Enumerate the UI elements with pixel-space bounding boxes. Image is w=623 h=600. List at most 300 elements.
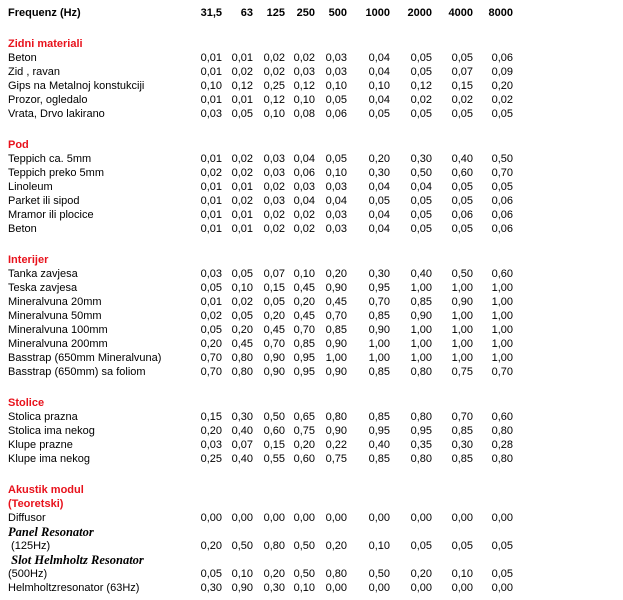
value-cell: 0,03: [293, 66, 315, 78]
value-cell: 0,03: [200, 268, 222, 280]
value-cell: 0,06: [491, 195, 513, 207]
value-cell: 0,10: [451, 568, 473, 580]
value-cell: 0,10: [231, 282, 253, 294]
absorption-table: [8, 6, 513, 595]
value-cell: 0,05: [231, 310, 253, 322]
value-cell: 0,00: [491, 512, 513, 524]
value-cell: 0,06: [325, 108, 347, 120]
value-cell: 0,95: [368, 425, 390, 437]
value-cell: 0,03: [325, 209, 347, 221]
value-cell: 1,00: [410, 352, 432, 364]
value-cell: 0,80: [491, 453, 513, 465]
table-row: [8, 337, 513, 351]
value-cell: 0,00: [200, 512, 222, 524]
value-cell: 0,80: [263, 540, 285, 552]
value-cell: 0,01: [200, 209, 222, 221]
value-cell: 0,95: [368, 282, 390, 294]
frequency-header: 8000: [488, 7, 513, 19]
value-cell: 0,00: [263, 512, 285, 524]
value-cell: 0,40: [231, 425, 253, 437]
value-cell: 0,12: [231, 80, 253, 92]
table-row: [8, 511, 513, 525]
value-cell: 0,02: [263, 66, 285, 78]
value-cell: 0,15: [200, 411, 222, 423]
value-cell: 0,70: [263, 338, 285, 350]
row-label: Beton: [8, 223, 37, 235]
value-cell: 0,95: [293, 366, 315, 378]
table-row: [8, 222, 513, 236]
frequency-header: 63: [240, 7, 253, 19]
value-cell: 0,02: [263, 209, 285, 221]
value-cell: 0,50: [231, 540, 253, 552]
value-cell: 1,00: [451, 310, 473, 322]
table-row: [8, 424, 513, 438]
table-row: [8, 152, 513, 166]
value-cell: 0,30: [368, 167, 390, 179]
value-cell: 0,85: [410, 296, 432, 308]
frequency-header: 125: [266, 7, 285, 19]
value-cell: 0,80: [491, 425, 513, 437]
section-heading: (Teoretski): [8, 498, 64, 510]
value-cell: 0,07: [451, 66, 473, 78]
value-cell: 0,05: [231, 108, 253, 120]
value-cell: 0,02: [263, 181, 285, 193]
value-cell: 0,02: [293, 209, 315, 221]
value-cell: 1,00: [491, 338, 513, 350]
value-cell: 0,85: [368, 411, 390, 423]
value-cell: 0,05: [491, 568, 513, 580]
value-cell: 1,00: [325, 352, 347, 364]
row-label: Vrata, Drvo lakirano: [8, 108, 105, 120]
value-cell: 0,20: [263, 310, 285, 322]
row-label: Klupe prazne: [8, 439, 73, 451]
value-cell: 0,07: [263, 268, 285, 280]
table-row: [8, 267, 513, 281]
table-row: [8, 51, 513, 65]
value-cell: 0,65: [293, 411, 315, 423]
value-cell: 0,20: [293, 439, 315, 451]
table-row: [8, 180, 513, 194]
value-cell: 0,03: [200, 439, 222, 451]
value-cell: 0,40: [368, 439, 390, 451]
value-cell: 0,03: [263, 153, 285, 165]
value-cell: 0,05: [325, 153, 347, 165]
value-cell: 0,01: [231, 94, 253, 106]
value-cell: 0,50: [293, 540, 315, 552]
row-label: (125Hz): [8, 540, 51, 552]
value-cell: 0,04: [368, 94, 390, 106]
row-label: Mineralvuna 100mm: [8, 324, 108, 336]
value-cell: 0,00: [368, 512, 390, 524]
table-row: [8, 194, 513, 208]
table-row: [8, 410, 513, 424]
value-cell: 0,20: [263, 568, 285, 580]
section-heading-row: [8, 466, 513, 497]
frequency-header: 500: [328, 7, 347, 19]
value-cell: 1,00: [451, 352, 473, 364]
value-cell: 0,02: [293, 52, 315, 64]
value-cell: 0,90: [451, 296, 473, 308]
value-cell: 0,50: [293, 568, 315, 580]
value-cell: 0,12: [263, 94, 285, 106]
value-cell: 0,80: [410, 366, 432, 378]
section-heading: Interijer: [8, 254, 49, 266]
value-cell: 0,00: [293, 512, 315, 524]
value-cell: 0,10: [325, 167, 347, 179]
table-row: [8, 295, 513, 309]
frequency-header: 2000: [407, 7, 432, 19]
value-cell: 0,90: [325, 338, 347, 350]
value-cell: 0,00: [451, 582, 473, 594]
section-heading: Stolice: [8, 397, 45, 409]
value-cell: 1,00: [451, 324, 473, 336]
value-cell: 0,00: [325, 512, 347, 524]
value-cell: 0,05: [491, 540, 513, 552]
value-cell: 0,02: [231, 167, 253, 179]
value-cell: 0,09: [491, 66, 513, 78]
value-cell: 0,04: [368, 209, 390, 221]
value-cell: 0,02: [231, 66, 253, 78]
value-cell: 0,02: [200, 167, 222, 179]
value-cell: 1,00: [491, 352, 513, 364]
value-cell: 0,20: [491, 80, 513, 92]
value-cell: 0,20: [368, 153, 390, 165]
value-cell: 0,20: [325, 268, 347, 280]
value-cell: 1,00: [451, 282, 473, 294]
value-cell: 0,20: [200, 540, 222, 552]
value-cell: 0,05: [368, 195, 390, 207]
row-label: (500Hz): [8, 568, 48, 580]
value-cell: 0,85: [325, 324, 347, 336]
value-cell: 0,05: [200, 282, 222, 294]
value-cell: 0,75: [293, 425, 315, 437]
value-cell: 0,90: [325, 282, 347, 294]
value-cell: 0,80: [231, 352, 253, 364]
value-cell: 0,70: [293, 324, 315, 336]
value-cell: 0,25: [200, 453, 222, 465]
table-row: [8, 309, 513, 323]
value-cell: 0,20: [325, 540, 347, 552]
value-cell: 0,05: [451, 540, 473, 552]
value-cell: 0,60: [491, 268, 513, 280]
table-row: [8, 525, 513, 539]
value-cell: 0,01: [200, 153, 222, 165]
value-cell: 1,00: [410, 338, 432, 350]
value-cell: 1,00: [368, 352, 390, 364]
value-cell: 0,03: [200, 108, 222, 120]
section-heading: Akustik modul: [8, 484, 84, 496]
value-cell: 0,01: [200, 66, 222, 78]
value-cell: 0,01: [200, 181, 222, 193]
value-cell: 0,04: [368, 52, 390, 64]
row-label: Teska zavjesa: [8, 282, 78, 294]
value-cell: 0,05: [410, 540, 432, 552]
value-cell: 0,30: [231, 411, 253, 423]
value-cell: 0,90: [325, 366, 347, 378]
value-cell: 0,02: [231, 195, 253, 207]
value-cell: 0,00: [368, 582, 390, 594]
row-label: Beton: [8, 52, 37, 64]
value-cell: 0,50: [368, 568, 390, 580]
value-cell: 0,01: [200, 94, 222, 106]
value-cell: 0,20: [200, 425, 222, 437]
value-cell: 0,06: [293, 167, 315, 179]
value-cell: 0,60: [491, 411, 513, 423]
value-cell: 0,70: [491, 366, 513, 378]
value-cell: 0,30: [451, 439, 473, 451]
value-cell: 0,55: [263, 453, 285, 465]
value-cell: 0,50: [451, 268, 473, 280]
frequency-header: 1000: [365, 7, 390, 19]
value-cell: 0,12: [293, 80, 315, 92]
section-heading-row: [8, 20, 513, 51]
row-label: Slot Helmholtz Resonator: [8, 553, 144, 567]
row-label: Teppich preko 5mm: [8, 167, 104, 179]
value-cell: 0,05: [451, 181, 473, 193]
value-cell: 0,70: [451, 411, 473, 423]
row-label: Prozor, ogledalo: [8, 94, 88, 106]
row-label: Linoleum: [8, 181, 53, 193]
value-cell: 0,00: [325, 582, 347, 594]
table-row: [8, 452, 513, 466]
value-cell: 0,20: [410, 568, 432, 580]
value-cell: 0,06: [491, 52, 513, 64]
value-cell: 0,03: [263, 195, 285, 207]
row-label: Zid , ravan: [8, 66, 60, 78]
row-label: Mineralvuna 50mm: [8, 310, 102, 322]
value-cell: 0,10: [368, 80, 390, 92]
row-label: Gips na Metalnoj konstukciji: [8, 80, 145, 92]
value-cell: 0,75: [325, 453, 347, 465]
value-cell: 0,50: [263, 411, 285, 423]
value-cell: 0,06: [491, 223, 513, 235]
value-cell: 0,03: [293, 181, 315, 193]
value-cell: 0,03: [325, 223, 347, 235]
value-cell: 0,75: [451, 366, 473, 378]
value-cell: 0,05: [410, 209, 432, 221]
value-cell: 0,04: [325, 195, 347, 207]
section-heading: Pod: [8, 139, 29, 151]
value-cell: 0,10: [368, 540, 390, 552]
value-cell: 0,15: [451, 80, 473, 92]
value-cell: 0,00: [410, 582, 432, 594]
value-cell: 0,05: [200, 324, 222, 336]
value-cell: 0,03: [325, 52, 347, 64]
value-cell: 0,05: [368, 108, 390, 120]
table-row: [8, 581, 513, 595]
value-cell: 0,70: [200, 366, 222, 378]
value-cell: 0,30: [263, 582, 285, 594]
table-row: [8, 323, 513, 337]
value-cell: 0,85: [451, 453, 473, 465]
value-cell: 0,70: [491, 167, 513, 179]
row-label: Basstrap (650mm Mineralvuna): [8, 352, 162, 364]
frequency-header-label: Frequenz (Hz): [8, 7, 81, 19]
value-cell: 0,05: [451, 52, 473, 64]
value-cell: 0,02: [263, 52, 285, 64]
value-cell: 0,05: [451, 108, 473, 120]
value-cell: 0,00: [451, 512, 473, 524]
value-cell: 0,85: [451, 425, 473, 437]
value-cell: 0,28: [491, 439, 513, 451]
value-cell: 0,40: [231, 453, 253, 465]
table-row: [8, 567, 513, 581]
value-cell: 0,05: [231, 268, 253, 280]
row-label: Stolica prazna: [8, 411, 78, 423]
value-cell: 0,05: [410, 66, 432, 78]
value-cell: 0,20: [231, 324, 253, 336]
value-cell: 0,80: [410, 411, 432, 423]
value-cell: 0,90: [325, 425, 347, 437]
value-cell: 0,85: [368, 453, 390, 465]
section-heading-row: [8, 121, 513, 152]
value-cell: 0,10: [293, 94, 315, 106]
value-cell: 0,01: [231, 209, 253, 221]
row-label: Stolica ima nekog: [8, 425, 95, 437]
value-cell: 0,02: [293, 223, 315, 235]
value-cell: 0,02: [263, 223, 285, 235]
table-row: [8, 365, 513, 379]
value-cell: 0,85: [368, 366, 390, 378]
value-cell: 0,30: [410, 153, 432, 165]
row-label: Diffusor: [8, 512, 46, 524]
value-cell: 0,60: [293, 453, 315, 465]
header-row: [8, 6, 513, 20]
value-cell: 0,05: [491, 181, 513, 193]
value-cell: 0,01: [200, 52, 222, 64]
value-cell: 0,70: [325, 310, 347, 322]
value-cell: 0,80: [325, 411, 347, 423]
value-cell: 0,02: [410, 94, 432, 106]
value-cell: 0,12: [410, 80, 432, 92]
value-cell: 0,08: [293, 108, 315, 120]
table-row: [8, 65, 513, 79]
value-cell: 1,00: [410, 282, 432, 294]
value-cell: 0,00: [410, 512, 432, 524]
value-cell: 0,01: [231, 181, 253, 193]
frequency-header: 250: [296, 7, 315, 19]
row-label: Helmholtzresonator (63Hz): [8, 582, 140, 594]
value-cell: 0,03: [263, 167, 285, 179]
value-cell: 0,90: [263, 366, 285, 378]
value-cell: 0,01: [200, 223, 222, 235]
row-label: Mineralvuna 200mm: [8, 338, 108, 350]
value-cell: 0,80: [231, 366, 253, 378]
value-cell: 0,05: [325, 94, 347, 106]
row-label: Teppich ca. 5mm: [8, 153, 92, 165]
value-cell: 0,05: [451, 195, 473, 207]
table-row: [8, 539, 513, 553]
value-cell: 0,45: [325, 296, 347, 308]
value-cell: 0,05: [491, 108, 513, 120]
value-cell: 0,95: [293, 352, 315, 364]
value-cell: 0,45: [293, 310, 315, 322]
value-cell: 0,15: [263, 282, 285, 294]
value-cell: 0,10: [325, 80, 347, 92]
value-cell: 0,05: [410, 108, 432, 120]
value-cell: 0,60: [263, 425, 285, 437]
value-cell: 0,02: [200, 310, 222, 322]
value-cell: 0,02: [231, 296, 253, 308]
value-cell: 0,20: [293, 296, 315, 308]
table-row: [8, 79, 513, 93]
value-cell: 0,60: [451, 167, 473, 179]
table-row: [8, 208, 513, 222]
value-cell: 0,03: [325, 66, 347, 78]
section-heading-row: [8, 497, 513, 511]
value-cell: 0,45: [293, 282, 315, 294]
value-cell: 0,02: [231, 153, 253, 165]
value-cell: 0,05: [451, 223, 473, 235]
value-cell: 0,05: [410, 223, 432, 235]
value-cell: 0,30: [200, 582, 222, 594]
row-label: Tanka zavjesa: [8, 268, 78, 280]
value-cell: 0,40: [410, 268, 432, 280]
row-label: Klupe ima nekog: [8, 453, 90, 465]
value-cell: 0,05: [263, 296, 285, 308]
value-cell: 0,02: [451, 94, 473, 106]
value-cell: 0,85: [293, 338, 315, 350]
value-cell: 0,35: [410, 439, 432, 451]
value-cell: 0,06: [451, 209, 473, 221]
value-cell: 0,01: [231, 52, 253, 64]
value-cell: 0,90: [231, 582, 253, 594]
table-row: [8, 438, 513, 452]
value-cell: 1,00: [491, 296, 513, 308]
value-cell: 0,01: [231, 223, 253, 235]
value-cell: 0,20: [200, 338, 222, 350]
value-cell: 0,04: [368, 66, 390, 78]
value-cell: 0,70: [200, 352, 222, 364]
value-cell: 0,85: [368, 310, 390, 322]
value-cell: 0,00: [491, 582, 513, 594]
value-cell: 0,05: [200, 568, 222, 580]
table-row: [8, 351, 513, 365]
value-cell: 1,00: [491, 282, 513, 294]
table-row: [8, 281, 513, 295]
frequency-header: 31,5: [200, 7, 222, 19]
row-label: Basstrap (650mm) sa foliom: [8, 366, 146, 378]
row-label: Mineralvuna 20mm: [8, 296, 102, 308]
value-cell: 1,00: [410, 324, 432, 336]
value-cell: 0,90: [410, 310, 432, 322]
value-cell: 1,00: [491, 310, 513, 322]
value-cell: 1,00: [491, 324, 513, 336]
row-label: Parket ili sipod: [8, 195, 80, 207]
row-label: Panel Resonator: [8, 525, 94, 539]
value-cell: 0,15: [263, 439, 285, 451]
section-heading: Zidni materiali: [8, 38, 83, 50]
value-cell: 0,04: [410, 181, 432, 193]
value-cell: 0,45: [263, 324, 285, 336]
value-cell: 0,04: [293, 153, 315, 165]
value-cell: 0,25: [263, 80, 285, 92]
value-cell: 0,04: [368, 223, 390, 235]
value-cell: 0,50: [410, 167, 432, 179]
value-cell: 0,05: [410, 52, 432, 64]
value-cell: 0,10: [231, 568, 253, 580]
value-cell: 1,00: [451, 338, 473, 350]
value-cell: 0,10: [293, 582, 315, 594]
value-cell: 0,95: [410, 425, 432, 437]
value-cell: 0,07: [231, 439, 253, 451]
value-cell: 0,50: [491, 153, 513, 165]
row-label: Mramor ili plocice: [8, 209, 94, 221]
value-cell: 0,10: [293, 268, 315, 280]
value-cell: 0,01: [200, 296, 222, 308]
table-row: [8, 107, 513, 121]
value-cell: 0,05: [410, 195, 432, 207]
